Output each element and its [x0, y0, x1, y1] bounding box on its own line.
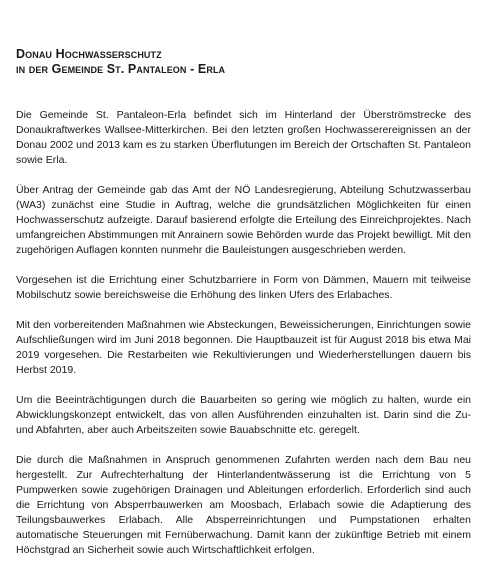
paragraph-drainage: Die durch die Maßnahmen in Anspruch genommenen Zufahrten werden nach dem Bau neu hergestellt. Zur Aufrechterhaltung der Hinterlandentwässerung ist die Errichtung von 5 Pumpwerken sowie zugehörigen Drainagen und Ableitungen erforderlich. Erforderlich sind auch die Errichtung von Absperrbauwerken am Moosbach, Erlabach sowie die Adaptierung des Teilungsbauwerkes Erlabach. Alle Absperreinrichtungen und Pumpstationen erhalten automatische Steuerungen mit Fernüberwachung. Damit kann der zukünftige Betrieb mit einem Höchstgrad an Sicherheit sowie auch Wirtschaftlichkeit erfolgen. [16, 454, 471, 556]
document-body [16, 108, 471, 558]
paragraph-intro: Die Gemeinde St. Pantaleon-Erla befindet sich im Hinterland der Überströmstrecke des Donaukraftwerkes Wallsee-Mitterkirchen. Bei den letzten großen Hochwasserereignissen an der Donau 2002 und 2013 kam es zu starken Überflutungen im Bereich der Ortschaften St. Pantaleon sowie Erla. [16, 109, 471, 166]
title-line-1: Donau Hochwasserschutz [16, 47, 162, 61]
paragraph-schedule: Mit den vorbereitenden Maßnahmen wie Absteckungen, Beweissicherungen, Einrichtungen sowie Aufschließungen wird im Juni 2018 begonnen. Die Hauptbauzeit ist für August 2018 bis etwa Mai 2019 vorgesehen. Die Restarbeiten wie Rekultivierungen und Wiederherstellungen dauern bis Herbst 2019. [16, 319, 471, 376]
paragraph-concept: Um die Beeinträchtigungen durch die Bauarbeiten so gering wie möglich zu halten, wurde ein Abwicklungskonzept entwickelt, das von allen Ausführenden einzuhalten ist. Darin sind die Zu- und Abfahrten, aber auch Arbeitszeiten sowie Bauabschnitte etc. geregelt. [16, 394, 471, 436]
document-title [16, 47, 471, 77]
title-line-2: in der Gemeinde St. Pantaleon - Erla [16, 62, 226, 76]
paragraph-barrier: Vorgesehen ist die Errichtung einer Schutzbarriere in Form von Dämmen, Mauern mit teilweise Mobilschutz sowie bereichsweise die Erhöhung des linken Ufers des Erlabaches. [16, 274, 471, 301]
paragraph-application: Über Antrag der Gemeinde gab das Amt der NÖ Landesregierung, Abteilung Schutzwasserbau (WA3) zunächst eine Studie in Auftrag, welche die grundsätzlichen Möglichkeiten für einen Hochwasserschutz aufzeigte. Darauf basierend erfolgte die Erteilung des Einreichprojektes. Nach umfangreichen Abstimmungen mit Anrainern sowie Behörden wurde das Projekt bewilligt. Mit den zugehörigen Auflagen konnten nunmehr die Bauleistungen ausgeschrieben werden. [16, 184, 471, 256]
document-page [16, 0, 471, 584]
